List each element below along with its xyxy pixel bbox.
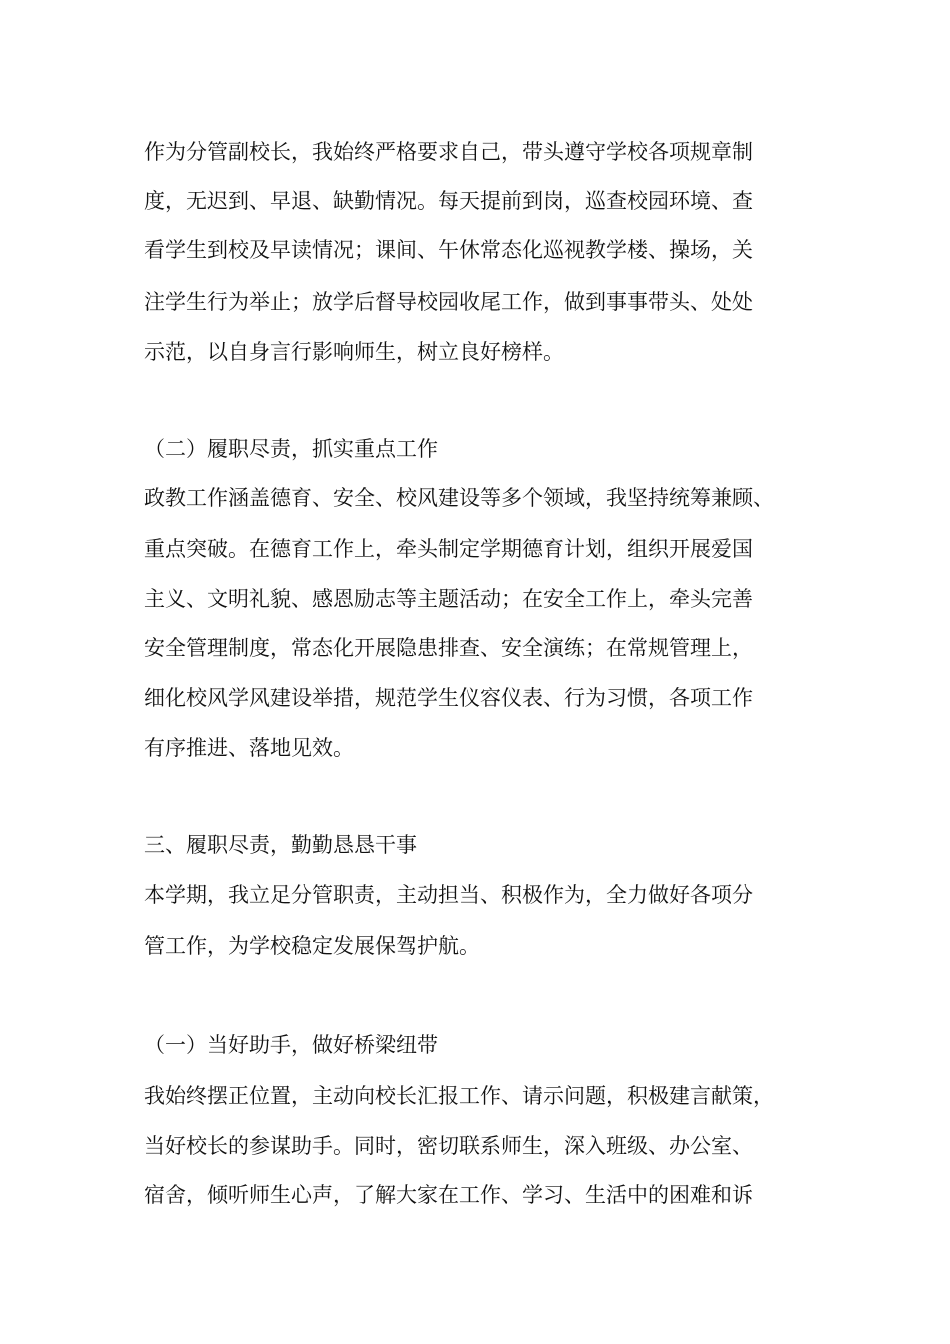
body-line: 安全管理制度，常态化开展隐患排查、安全演练；在常规管理上， <box>144 636 753 660</box>
body-line: 宿舍，倾听师生心声，了解大家在工作、学习、生活中的困难和诉 <box>144 1183 753 1207</box>
body-line: 看学生到校及早读情况；课间、午休常态化巡视教学楼、操场，关 <box>144 238 753 262</box>
body-line: 我始终摆正位置，主动向校长汇报工作、请示问题，积极建言献策， <box>144 1084 774 1108</box>
body-line: 细化校风学风建设举措，规范学生仪容仪表、行为习惯，各项工作 <box>144 686 753 710</box>
body-line: 有序推进、落地见效。 <box>144 736 354 760</box>
body-line: 注学生行为举止；放学后督导校园收尾工作，做到事事带头、处处 <box>144 290 753 314</box>
body-line: 政教工作涵盖德育、安全、校风建设等多个领域，我坚持统筹兼顾、 <box>144 486 774 510</box>
body-line: 本学期，我立足分管职责，主动担当、积极作为，全力做好各项分 <box>144 883 753 907</box>
body-line: 示范，以自身言行影响师生，树立良好榜样。 <box>144 340 564 364</box>
body-line: 当好校长的参谋助手。同时，密切联系师生，深入班级、办公室、 <box>144 1134 753 1158</box>
body-line: 重点突破。在德育工作上，牵头制定学期德育计划，组织开展爱国 <box>144 537 753 561</box>
section-heading: 三、履职尽责，勤勤恳恳干事 <box>144 833 417 857</box>
section-heading: （二）履职尽责，抓实重点工作 <box>144 437 438 461</box>
body-line: 度，无迟到、早退、缺勤情况。每天提前到岗，巡查校园环境、查 <box>144 189 753 213</box>
body-line: 主义、文明礼貌、感恩励志等主题活动；在安全工作上，牵头完善 <box>144 587 753 611</box>
section-heading: （一）当好助手，做好桥梁纽带 <box>144 1033 438 1057</box>
body-line: 管工作，为学校稳定发展保驾护航。 <box>144 934 480 958</box>
body-line: 作为分管副校长，我始终严格要求自己，带头遵守学校各项规章制 <box>144 140 753 164</box>
